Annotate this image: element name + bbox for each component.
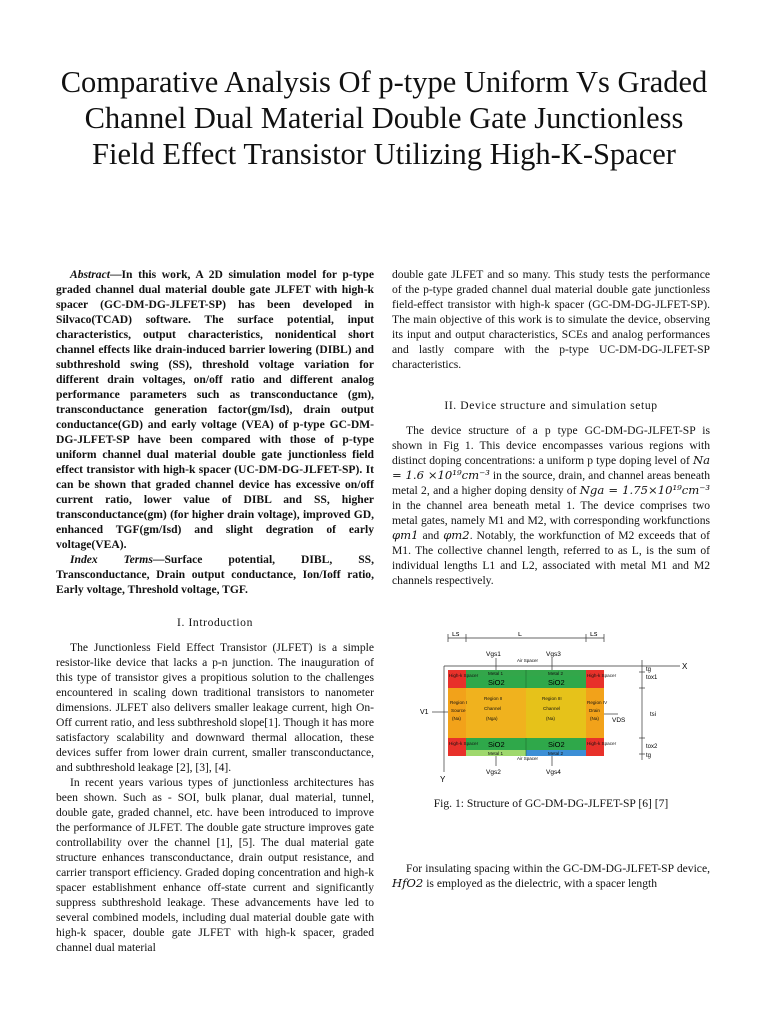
metal2-bottom-label: Metal 2 <box>548 751 564 756</box>
vds-label: VDS <box>612 717 626 724</box>
doping-equation-nga: Nga = 1.75×10¹⁹cm⁻³ <box>579 483 710 497</box>
dielectric-equation: HfO2 <box>392 876 424 890</box>
vgs2-label: Vgs2 <box>486 769 501 776</box>
device-structure-diagram <box>392 632 710 792</box>
right-column <box>392 267 710 891</box>
vgs3-label: Vgs3 <box>546 651 561 658</box>
v1-label: V1 <box>420 709 429 716</box>
intro-paragraph-3: double gate JLFET and so many. This study tests the performance of the p-type graded channel dual material double gate junctionless field-effect transistor with high-k spacer (GC-DM-DG-JLFET-SP). The main objective of this work is to simulate the device, observing its input and output characteristics, SCEs and analog performances and lastly compare with the p-type UC-DM-DG-JLFET-SP characteristics. <box>392 268 710 371</box>
tg-bottom-label: tg <box>646 753 652 759</box>
highk-label: High-k Spacer <box>449 741 479 746</box>
region4-sub: Drain <box>589 708 600 713</box>
intro-paragraph-2: In recent years various types of junctionless architectures has been shown. Such as - SOI, bulk planar, dual material, tunnel, double gate, graded channel, etc. have been introduced to improve the performance of JLFET. The double gate structure improves gate controllability over the channel [1], [5]. The dual material gate structure enhances transconductance, drain output resistance, and carrier transport efficiency. Graded doping concentration and high-k spacer establishment enhance off-state current and significantly suppress subthreshold leakage. These advancements have led to several combined models, including dual material double gate with high-k spacer, double gate JLFET with high-k spacer, graded channel dual material <box>56 776 374 954</box>
tox1-label: tox1 <box>646 675 658 681</box>
sio2-label-top-right: SiO2 <box>548 678 565 687</box>
region-drain <box>586 688 604 738</box>
region1-label: Region I <box>450 700 468 705</box>
metal1-bottom-label: Metal 1 <box>488 751 504 756</box>
region2-doping: (Nga) <box>486 716 498 721</box>
sio2-label-bottom-left: SiO2 <box>488 740 505 749</box>
abstract-text: —In this work, A 2D simulation model for p-type graded channel dual material double gate JLFET with high-k spacer (GC-DM-DG-JLFET-SP) has been developed in Silvaco(TCAD) software. The surface potential, input characteristics, output characteristics, nonidentical short channel effects like drain-induced barrier lowering (DIBL) and subthreshold swing (SS), threshold voltage variation for different drain voltages, on/off ratio and different analog performance parameters such as transconductance (gm), transconductance generation factor(gm/Isd), drain output conductance(GD) and early voltage (VEA) of p-type GC-DM-DG-JLFET-SP have been compared with those of p-type uniform channel dual material double gate junctionless field effect transistor with high-k spacer (UC-DM-DG-JLFET-SP). It can be shown that graded channel device has excessive on/off current ratio, lower value of DIBL and SS, higher transconductance(gm) (for higher drain voltage), improved GD, enhanced TGF(gm/Isd) and slight degration of early voltage(VEA). <box>56 268 374 551</box>
device-text: is employed as the dielectric, with a spacer length <box>423 877 658 890</box>
region3-doping: (Na) <box>546 716 555 721</box>
region3-sub: Channel <box>543 706 561 711</box>
region4-doping: (Na) <box>590 716 599 721</box>
sio2-label-bottom-right: SiO2 <box>548 740 565 749</box>
device-heading: II. Device structure and simulation setup <box>444 399 658 412</box>
dim-l: L <box>518 632 522 638</box>
device-text: and <box>418 529 444 542</box>
region2-sub: Channel <box>484 706 502 711</box>
tsi-label: tsi <box>650 712 656 718</box>
index-terms-lead: Index Terms <box>70 553 153 566</box>
index-terms <box>56 552 374 597</box>
region4-label: Region IV <box>587 700 608 705</box>
figure-caption: Fig. 1: Structure of GC-DM-DG-JLFET-SP [6] [7] <box>433 797 669 810</box>
tox2-label: tox2 <box>646 744 658 750</box>
workfunction-m1: φm1 <box>392 528 419 542</box>
dim-ls-right: Ls <box>590 632 598 638</box>
highk-label: High-k Spacer <box>449 673 479 678</box>
sio2-label-top-left: SiO2 <box>488 678 505 687</box>
device-paragraph-2 <box>392 861 710 891</box>
device-text: . Notably, the workfunction of M2 exceeds that of M1. The collective channel length, referred to as L, is the sum of individual lengths L1 and L2, associated with metal M1 and M2 channels respectively. <box>392 529 710 587</box>
region3-label: Region III <box>542 696 562 701</box>
vgs1-label: Vgs1 <box>486 651 501 658</box>
vgs4-label: Vgs4 <box>546 769 561 776</box>
workfunction-m2: φm2 <box>443 528 470 542</box>
air-spacer-bottom: Air Spacer <box>517 756 539 761</box>
paper-title: Comparative Analysis Of p-type Uniform Vs Graded Channel Dual Material Double Gate Junctionless Field Effect Transistor Utilizing High-K-Spacer <box>60 65 708 171</box>
tg-top-label: tg <box>646 667 652 673</box>
intro-paragraph-1: The Junctionless Field Effect Transistor (JLFET) is a simple resistor-like device that lacks a p-n junction. The inauguration of this type of transistor gives a propitious solution to the challenges encountered in scaling down traditional transistors to nanometer dimensions. JLFET also delivers smaller leakage current, high On-Off current ratio, and less subthreshold slope[1]. Though it has more satisfactory scalability and downward thermal allocation, these devices suffer from lower drain current, smaller transconductance, and subthreshold leakage [2], [3], [4]. <box>56 641 374 774</box>
device-text: The device structure of a p type GC-DM-DG-JLFET-SP is shown in Fig 1. This device encompasses various regions with distinct doping concentrations: a uniform p type doping level of <box>392 424 710 467</box>
doping-equation-na: Na = 1.6 ×10¹⁹cm⁻³ <box>392 453 710 482</box>
region1-doping: (Na) <box>452 716 461 721</box>
device-structure-figure <box>392 632 710 792</box>
metal1-top-label: Metal 1 <box>488 671 504 676</box>
air-spacer-top: Air Spacer <box>517 658 539 663</box>
region1-sub: Source <box>451 708 466 713</box>
highk-label: High-k Spacer <box>587 673 617 678</box>
dim-ls-left: Ls <box>452 632 460 638</box>
x-axis-label: X <box>682 662 688 671</box>
device-text: For insulating spacing within the GC-DM-DG-JLFET-SP device, <box>406 862 710 875</box>
abstract-lead: Abstract <box>70 268 110 281</box>
region-source <box>448 688 466 738</box>
abstract <box>56 267 374 552</box>
device-paragraph-1 <box>392 423 710 588</box>
y-axis-label: Y <box>440 775 446 784</box>
region2-label: Region II <box>484 696 503 701</box>
index-terms-text: —Surface potential, DIBL, SS, Transconductance, Drain output conductance, Ion/Ioff ratio, Early voltage, Threshold voltage, TGF. <box>56 553 374 596</box>
device-text: in the source, drain, and channel areas beneath metal 2, and a higher doping density of <box>392 469 710 497</box>
device-text: in the channel area beneath metal 1. The device comprises two metal gates, namely M1 and M2, with corresponding workfunctions <box>392 499 710 527</box>
metal2-top-label: Metal 2 <box>548 671 564 676</box>
left-column <box>56 267 374 955</box>
intro-heading: I. Introduction <box>177 616 253 629</box>
highk-label: High-k Spacer <box>587 741 617 746</box>
